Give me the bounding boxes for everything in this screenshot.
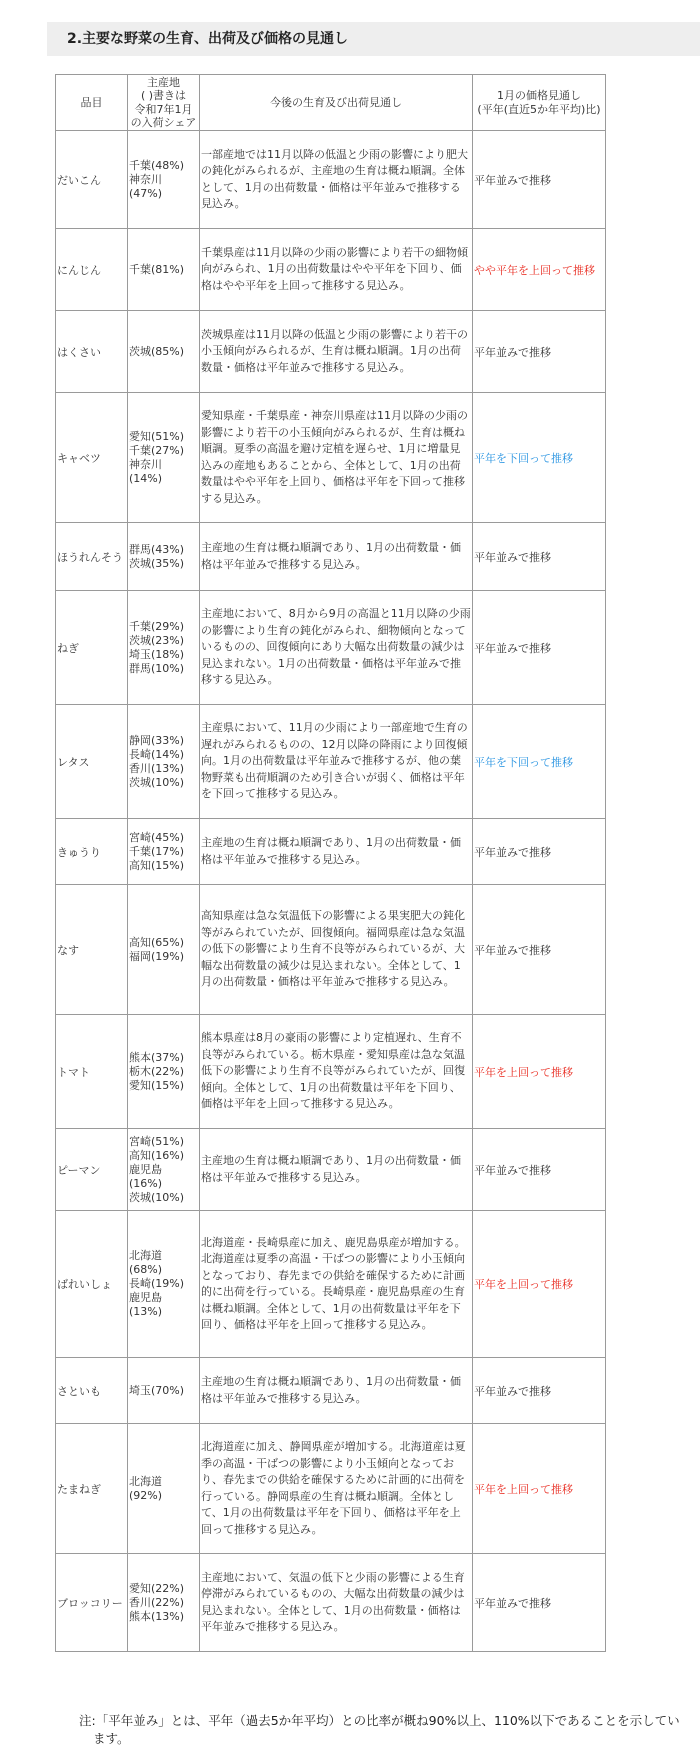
outlook-cell: 高知県産は急な気温低下の影響による果実肥大の鈍化等がみられていたが、回復傾向。福岡県産は急な気温の低下の影響により生育不良等がみられているが、大幅な出荷数量の減少は見込まれない。全体として、1月の出荷数量・価格は平年並みで推移する見込み。 [200, 885, 473, 1015]
outlook-cell: 主産地において、気温の低下と少雨の影響による生育停滞がみられているものの、大幅な出荷数量の減少は見込まれない。全体として、1月の出荷数量・価格は平年並みで推移する見込み。 [200, 1554, 473, 1652]
region-cell: 千葉(81%) [128, 229, 200, 311]
table-row [56, 1554, 606, 1652]
price-cell: 平年並みで推移 [473, 311, 606, 393]
footnote [79, 1712, 689, 1748]
region-cell: 高知(65%) 福岡(19%) [128, 885, 200, 1015]
item-cell: キャベツ [56, 393, 128, 523]
outlook-cell: 主産地の生育は概ね順調であり、1月の出荷数量・価格は平年並みで推移する見込み。 [200, 523, 473, 591]
item-cell: なす [56, 885, 128, 1015]
table-row [56, 1424, 606, 1554]
region-cell: 愛知(22%) 香川(22%) 熊本(13%) [128, 1554, 200, 1652]
table-row [56, 1358, 606, 1424]
outlook-cell: 茨城県産は11月以降の低温と少雨の影響により若干の小玉傾向がみられるが、生育は概ね順調。1月の出荷数量・価格は平年並みで推移する見込み。 [200, 311, 473, 393]
outlook-cell: 主産地の生育は概ね順調であり、1月の出荷数量・価格は平年並みで推移する見込み。 [200, 1358, 473, 1424]
header-region: 主産地 ( )書きは 令和7年1月 の入荷シェア [128, 75, 200, 131]
outlook-cell: 愛知県産・千葉県産・神奈川県産は11月以降の少雨の影響により若干の小玉傾向がみられるが、生育は概ね順調。夏季の高温を避け定植を遅らせ、1月に増量見込みの産地もあることから、全体として、1月の出荷数量はやや平年を上回り、価格は平年を下回って推移する見込み。 [200, 393, 473, 523]
item-cell: きゅうり [56, 819, 128, 885]
table-row [56, 523, 606, 591]
region-cell: 愛知(51%) 千葉(27%) 神奈川 (14%) [128, 393, 200, 523]
outlook-cell: 主産地の生育は概ね順調であり、1月の出荷数量・価格は平年並みで推移する見込み。 [200, 1129, 473, 1211]
price-cell: 平年を上回って推移 [473, 1211, 606, 1358]
table-row [56, 1129, 606, 1211]
item-cell: ブロッコリー [56, 1554, 128, 1652]
price-cell: 平年を下回って推移 [473, 705, 606, 819]
outlook-cell: 一部産地では11月以降の低温と少雨の影響により肥大の鈍化がみられるが、主産地の生育は概ね順調。全体として、1月の出荷数量・価格は平年並みで推移する見込み。 [200, 131, 473, 229]
table-row [56, 591, 606, 705]
item-cell: ねぎ [56, 591, 128, 705]
outlook-cell: 主産地において、8月から9月の高温と11月以降の少雨の影響により生育の鈍化がみられ、細物傾向となっているものの、回復傾向にあり大幅な出荷数量の減少は見込まれない。1月の出荷数量・価格は平年並みで推移する見込み。 [200, 591, 473, 705]
table-row [56, 311, 606, 393]
price-cell: 平年並みで推移 [473, 131, 606, 229]
outlook-cell: 千葉県産は11月以降の少雨の影響により若干の細物傾向がみられ、1月の出荷数量はやや平年を下回り、価格はやや平年を上回って推移する見込み。 [200, 229, 473, 311]
region-cell: 静岡(33%) 長崎(14%) 香川(13%) 茨城(10%) [128, 705, 200, 819]
item-cell: はくさい [56, 311, 128, 393]
region-cell: 茨城(85%) [128, 311, 200, 393]
price-cell: 平年並みで推移 [473, 1554, 606, 1652]
table-header-row [56, 75, 606, 131]
price-cell: 平年並みで推移 [473, 885, 606, 1015]
region-cell: 宮崎(45%) 千葉(17%) 高知(15%) [128, 819, 200, 885]
region-cell: 北海道 (92%) [128, 1424, 200, 1554]
table-row [56, 1211, 606, 1358]
header-price: 1月の価格見通し (平年(直近5か年平均)比) [473, 75, 606, 131]
item-cell: だいこん [56, 131, 128, 229]
price-cell: 平年並みで推移 [473, 1129, 606, 1211]
price-cell: 平年並みで推移 [473, 819, 606, 885]
vegetable-outlook-table [55, 74, 606, 1652]
outlook-cell: 熊本県産は8月の豪雨の影響により定植遅れ、生育不良等がみられている。栃木県産・愛知県産は急な気温低下の影響により生育不良等がみられていたが、回復傾向。全体として、1月の出荷数量は平年を下回り、価格は平年を上回って推移する見込み。 [200, 1015, 473, 1129]
region-cell: 宮崎(51%) 高知(16%) 鹿児島 (16%) 茨城(10%) [128, 1129, 200, 1211]
region-cell: 熊本(37%) 栃木(22%) 愛知(15%) [128, 1015, 200, 1129]
outlook-cell: 主産地の生育は概ね順調であり、1月の出荷数量・価格は平年並みで推移する見込み。 [200, 819, 473, 885]
item-cell: たまねぎ [56, 1424, 128, 1554]
table-row [56, 819, 606, 885]
price-cell: 平年並みで推移 [473, 591, 606, 705]
table-row [56, 1015, 606, 1129]
price-cell: 平年並みで推移 [473, 523, 606, 591]
region-cell: 千葉(48%) 神奈川 (47%) [128, 131, 200, 229]
outlook-cell: 主産県において、11月の少雨により一部産地で生育の遅れがみられるものの、12月以降の降雨により回復傾向。1月の出荷数量は平年並みで推移するが、他の葉物野菜も出荷順調のため引き合いが弱く、価格は平年を下回って推移する見込み。 [200, 705, 473, 819]
header-outlook: 今後の生育及び出荷見通し [200, 75, 473, 131]
section-heading: 2.主要な野菜の生育、出荷及び価格の見通し [47, 22, 700, 56]
price-cell: 平年を上回って推移 [473, 1424, 606, 1554]
outlook-cell: 北海道産・長崎県産に加え、鹿児島県産が増加する。北海道産は夏季の高温・干ばつの影響により小玉傾向となっており、春先までの供給を確保するために計画的に出荷を行っている。長崎県産・鹿児島県産の生育は概ね順調。全体として、1月の出荷数量は平年を下回り、価格は平年を上回って推移する見込み。 [200, 1211, 473, 1358]
item-cell: さといも [56, 1358, 128, 1424]
item-cell: ばれいしょ [56, 1211, 128, 1358]
region-cell: 千葉(29%) 茨城(23%) 埼玉(18%) 群馬(10%) [128, 591, 200, 705]
table-row [56, 705, 606, 819]
item-cell: ピーマン [56, 1129, 128, 1211]
price-cell: 平年を上回って推移 [473, 1015, 606, 1129]
table-row [56, 393, 606, 523]
item-cell: にんじん [56, 229, 128, 311]
region-cell: 埼玉(70%) [128, 1358, 200, 1424]
item-cell: トマト [56, 1015, 128, 1129]
table-row [56, 131, 606, 229]
item-cell: ほうれんそう [56, 523, 128, 591]
table-row [56, 229, 606, 311]
table-row [56, 885, 606, 1015]
footnote-text: 注:「平年並み」とは、平年（過去5か年平均）との比率が概ね90%以上、110%以下であることを示しています。 [79, 1713, 680, 1746]
item-cell: レタス [56, 705, 128, 819]
price-cell: 平年並みで推移 [473, 1358, 606, 1424]
outlook-cell: 北海道産に加え、静岡県産が増加する。北海道産は夏季の高温・干ばつの影響により小玉傾向となっており、春先までの供給を確保するために計画的に出荷を行っている。静岡県産の生育は概ね順調。全体として、1月の出荷数量は平年を下回り、価格は平年を上回って推移する見込み。 [200, 1424, 473, 1554]
region-cell: 北海道 (68%) 長崎(19%) 鹿児島 (13%) [128, 1211, 200, 1358]
price-cell: 平年を下回って推移 [473, 393, 606, 523]
price-cell: やや平年を上回って推移 [473, 229, 606, 311]
header-item: 品目 [56, 75, 128, 131]
region-cell: 群馬(43%) 茨城(35%) [128, 523, 200, 591]
